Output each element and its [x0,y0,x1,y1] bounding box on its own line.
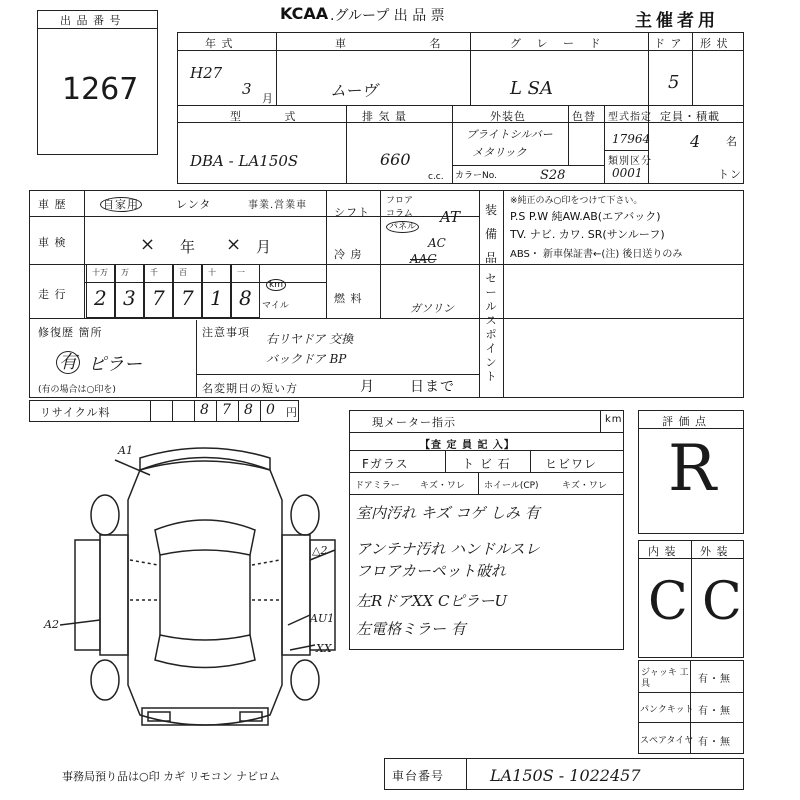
color-change-label: 色替 [572,110,596,123]
displacement-label: 排 気 量 [362,110,407,123]
divider [568,105,569,165]
month-value: 3 [242,80,252,98]
shift-panel-text: パネル [386,221,419,233]
glass-options: ト ビ 石 [462,457,511,471]
divider [84,190,85,318]
recycle-cell-divider [172,400,173,422]
business-option: 事業.営業車 [248,200,308,211]
mirror-label: ドアミラー [355,481,400,491]
spare-label: スペアタイヤ [640,736,694,746]
ac-label: 冷 房 [334,248,363,261]
form-title: .グループ 出 品 票 [330,8,445,24]
divider [503,190,504,398]
grade-label: グ レ ー ド [510,37,607,50]
equipment-label: 装備品 [484,203,497,265]
inspector-label: 【査 定 員 記 入】 [420,440,515,451]
meter-label: 現メーター指示 [372,416,456,429]
divider [452,105,453,184]
inspector-line-1: 室内汚れ キズ コゲ しみ 有 [356,504,540,522]
divider [196,374,479,375]
glass-label: Fガラス [362,457,409,471]
puncture-label: パンクキット [640,705,694,715]
mileage-digit: 3 [123,286,136,310]
form-type: 主催者用 [635,11,719,31]
jack-value: 有・無 [698,674,731,685]
recycle-cell-divider [216,400,217,422]
damage-mark-s2: △2 [312,544,328,557]
history-label: 車 歴 [38,198,67,211]
divider [638,722,744,723]
divider [349,472,624,473]
shift-column: コラム [386,209,413,219]
divider [692,32,693,105]
mileage-digit: 8 [239,286,252,310]
fuel-value: ガソリン [410,302,454,315]
brand-logo: KCAA [280,4,329,23]
mileage-digit-label: 百 [179,268,187,277]
interior-label: 内 装 [648,545,677,558]
recycle-digit: 8 [200,402,209,418]
inspection-label: 車 検 [38,236,67,249]
short-name-label: 名変期日の短い方 [202,382,298,395]
capacity-value: 4 [690,132,701,151]
rental-option: レンタ [176,198,212,211]
model-label: 車 名 [335,37,481,50]
notes-label: 注意事項 [202,326,250,339]
color-no-value: S28 [540,168,566,183]
type-label: 型 式 [230,110,316,123]
mileage-digit-label: 万 [121,268,129,277]
wheel-options: キズ・ワレ [562,481,607,491]
mileage-label: 走 行 [38,288,67,301]
divider [479,190,480,398]
divider [37,28,158,29]
damage-mark-a1: A1 [118,444,133,457]
lot-number-label: 出 品 番 号 [60,14,122,27]
recycle-cell-divider [260,400,261,422]
doors-value: 5 [668,72,680,93]
mileage-digit: 2 [94,286,107,310]
divider [29,318,744,319]
doors-label: ド ア [654,37,683,50]
inspector-line-5: 左電格ミラー 有 [356,620,466,638]
type-spec-label: 型式指定 [608,112,652,123]
divider [604,105,605,184]
short-name-month-unit: 月 [360,379,375,395]
mileage-digit-label: 一 [237,268,245,277]
spare-value: 有・無 [698,737,731,748]
divider [604,150,648,151]
class-label: 類別区分 [608,156,652,167]
damage-mark-au1: AU1 [310,612,335,625]
model-value: ムーヴ [330,81,378,100]
divider [196,320,197,398]
mile-unit: マイル [262,301,289,311]
year-label: 年 式 [205,37,234,50]
divider [276,32,277,105]
score-value: R [668,432,717,506]
divider [638,692,744,693]
jack-label: ジャッキ 工 具 [641,668,689,689]
recycle-cell-divider [194,400,195,422]
interior-value: C [648,572,688,632]
ton-unit: トン [718,168,742,181]
ext-color-label: 外装色 [490,110,526,123]
ext-color-value-2: メタリック [472,146,527,159]
lot-number-value: 1267 [62,72,139,107]
recycle-cell-divider [238,400,239,422]
grade-value: L SA [510,78,554,99]
repair-value-text: 有 [56,351,80,374]
repair-value [56,348,80,374]
month-unit: 月 [262,92,274,105]
inspector-line-4: 左RドアXX CピラーU [356,592,508,610]
office-note: 事務局預り品は○印 カギ リモコン ナビロム [62,770,281,783]
chassis-label: 車台番号 [392,769,445,783]
ac-value-2: AAC [410,252,437,266]
mileage-digit: 1 [210,286,223,310]
recycle-digit: 8 [244,402,253,418]
divider [600,410,601,432]
meter-unit: km [605,414,623,425]
mileage-digit-label: 十 [208,268,216,277]
mileage-digit-label: 千 [150,268,158,277]
color-no-label: カラーNo. [455,171,497,181]
exterior-label: 外 装 [700,545,729,558]
divider [445,450,446,472]
short-name-day-unit: 日まで [410,379,455,395]
crack-label: ヒビワレ [545,457,598,471]
damage-mark-xx: XX [316,642,332,655]
inspection-month-value: × [226,234,242,255]
shape-label: 形 状 [700,37,729,50]
repair-label: 修復歴 箇所 [38,326,103,339]
recycle-unit: 円 [286,406,298,419]
shift-floor: フロア [386,196,414,206]
divider [452,165,604,166]
divider [479,264,744,265]
inspector-line-3: フロアカーペット破れ [356,562,506,580]
private-use-text: 自家用 [100,197,142,212]
ac-value: AC [428,236,446,250]
recycle-digit: 7 [222,402,231,418]
equipment-line-2: TV. ナビ. カワ. SR(サンルーフ) [510,228,665,241]
divider [466,758,467,790]
private-use-option [100,196,142,212]
divider [478,472,479,494]
km-unit [266,280,286,290]
shift-value: AT [440,208,461,226]
type-value: DBA - LA150S [190,152,299,170]
capacity-label: 定員・積載 [660,110,720,123]
mileage-digit-label: 十万 [92,268,108,277]
mirror-options: キズ・ワレ [420,481,465,491]
recycle-cell-divider [150,400,151,422]
mileage-digit: 7 [181,286,194,310]
recycle-label: リサイクル料 [40,406,111,419]
divider [326,190,327,318]
divider [349,432,624,433]
type-spec-value: 17964 [612,132,651,146]
notes-line-2: バックドア BP [266,352,347,366]
repair-detail: ピラー [88,354,142,375]
equipment-note: ※純正のみ○印をつけて下さい。 [510,196,643,206]
puncture-value: 有・無 [698,706,731,717]
inspection-month-unit: 月 [256,238,273,256]
year-value: H27 [190,64,223,82]
ext-color-value: ブライトシルバー [466,128,553,141]
displacement-value: 660 [380,150,411,169]
fuel-label: 燃 料 [334,292,363,305]
divider [346,105,347,184]
divider [691,540,692,658]
sales-point-label: セールスポイント [485,272,497,383]
equipment-line-3: ABS・ 新車保証書←(注) 後日送りのみ [510,249,683,260]
km-unit-text: km [266,279,286,291]
divider [530,450,531,472]
wheel-label: ホイール(CP) [484,481,539,491]
divider [349,494,624,495]
inspection-year-value: × [140,234,156,255]
recycle-digit: 0 [266,402,275,418]
car-diagram [60,440,350,740]
divider [380,190,381,318]
class-value: 0001 [612,166,643,180]
exterior-value: C [702,572,742,632]
inspector-line-2: アンテナ汚れ ハンドルスレ [356,540,540,558]
inspection-year-unit: 年 [180,238,197,256]
mileage-digit: 7 [152,286,165,310]
shift-label: シフト [334,206,370,219]
cc-unit: c.c. [428,172,444,182]
capacity-unit: 名 [726,135,738,148]
repair-hint: (有の場合は○印を) [38,385,116,395]
notes-line-1: 右リヤドア 交換 [266,332,354,346]
equipment-line-1: P.S P.W 純AW.AB(エアバック) [510,210,661,223]
score-label: 評 価 点 [662,415,707,428]
shift-panel [386,219,419,232]
damage-mark-a2: A2 [44,618,59,631]
chassis-value: LA150S - 1022457 [490,766,641,785]
